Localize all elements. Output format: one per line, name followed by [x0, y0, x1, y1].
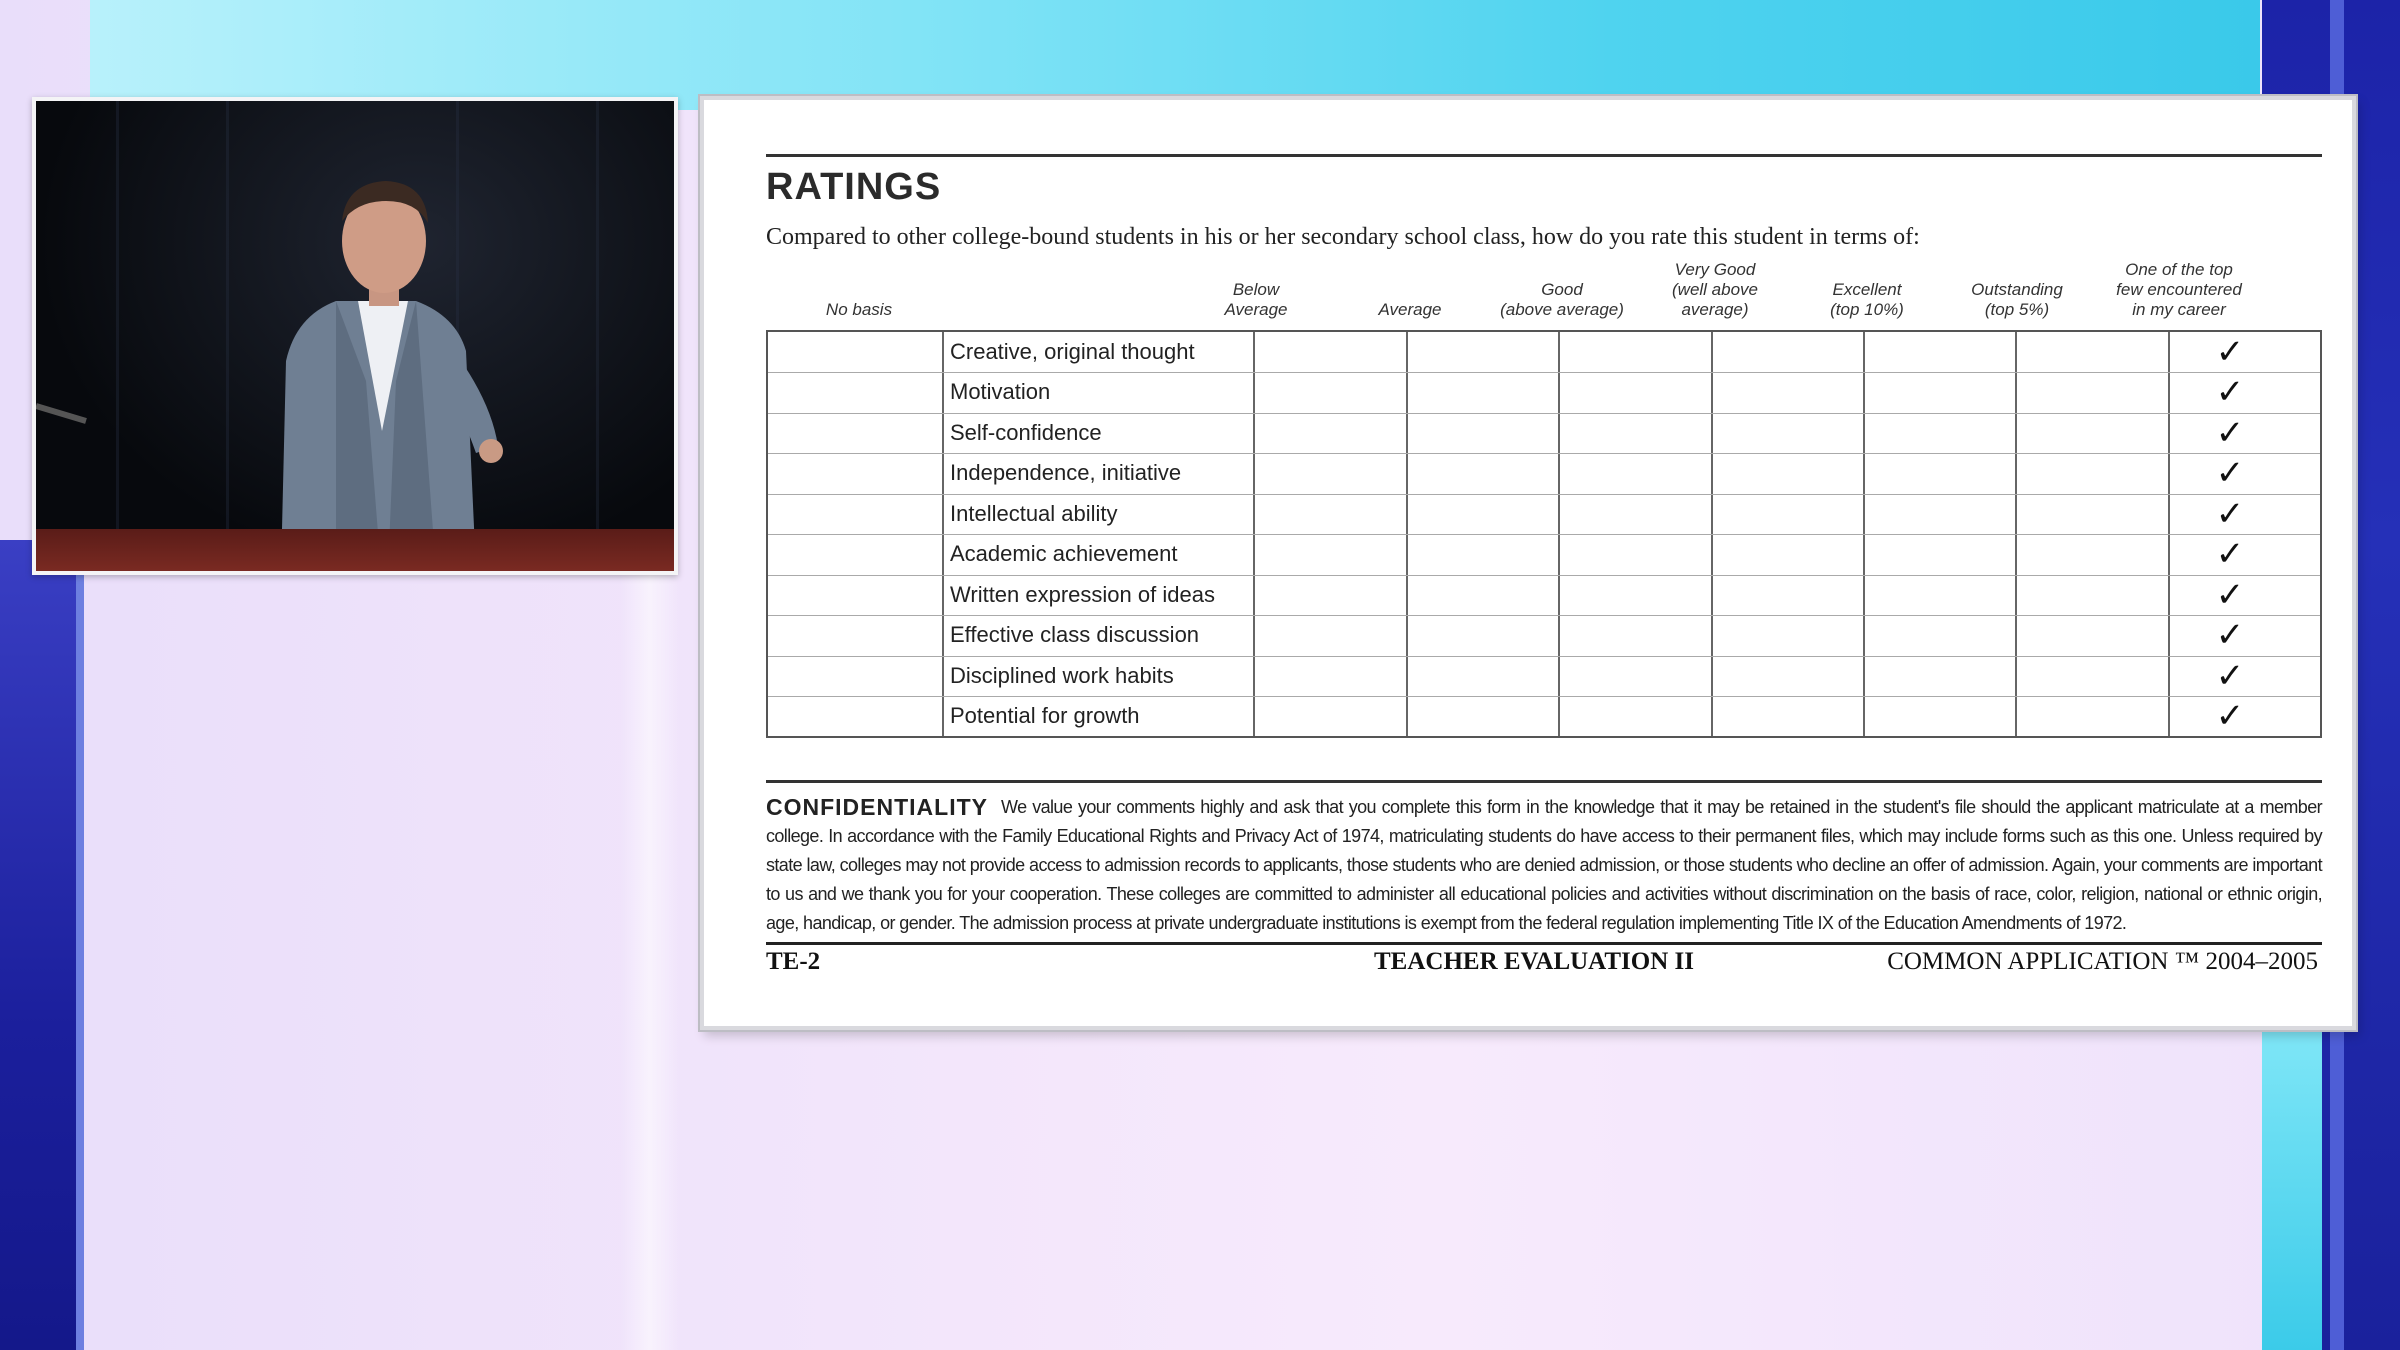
ratings-title: RATINGS	[766, 166, 942, 208]
col-header-top-few: One of the top few encountered in my career	[2116, 260, 2242, 319]
col-header-excellent: Excellent (top 10%)	[1830, 280, 1904, 319]
row-label-independence: Independence, initiative	[950, 460, 1182, 485]
stage-banner-cyan	[90, 0, 2260, 110]
speaker-video-frame	[36, 101, 674, 571]
speaker-video	[32, 97, 678, 575]
check-mark: ✓	[2215, 333, 2245, 371]
row-label-growth: Potential for growth	[950, 703, 1140, 728]
confidentiality-text: We value your comments highly and ask that you complete this form in the knowledge that it may be retained in the student's file should the applicant matriculate at a member college. In accordance with the Family Educational Rights and Privacy Act of 1974, matriculating students do have access to their permanent files, which may include forms such as this one. Unless required by state law, colleges may not provide access to admission records to applicants, those students who are denied admission, or those students who decline an offer of admission. Again, your comments are important to us and we thank you for your cooperation. These colleges are committed to administer all educational policies and activities without discrimination on the basis of race, color, religion, national or ethnic origin, age, handicap, or gender. The admission process at private undergraduate institutions is exempt from the federal regulation implementing Title IX of the Education Amendments of 1972.	[766, 797, 2322, 933]
col-header-below-average: Below Average	[1224, 280, 1288, 319]
footer-form-code: TE-2	[766, 948, 821, 975]
divider	[766, 154, 2322, 157]
row-label-written: Written expression of ideas	[950, 582, 1215, 607]
ratings-question: Compared to other college-bound students in his or her secondary school class, how do you rate this student in terms of:	[766, 224, 1920, 250]
check-mark: ✓	[2215, 373, 2245, 411]
check-mark: ✓	[2215, 657, 2245, 695]
check-mark: ✓	[2215, 495, 2245, 533]
check-mark: ✓	[2215, 414, 2245, 452]
speaker-figure	[36, 101, 674, 571]
check-mark: ✓	[2215, 535, 2245, 573]
stage-stripe-left	[76, 540, 84, 1350]
col-header-very-good: Very Good (well above average)	[1672, 260, 1758, 319]
row-label-work-habits: Disciplined work habits	[950, 663, 1174, 688]
row-label-self-confidence: Self-confidence	[950, 420, 1102, 445]
check-mark: ✓	[2215, 454, 2245, 492]
col-header-outstanding: Outstanding (top 5%)	[1971, 280, 2063, 319]
col-header-good: Good (above average)	[1500, 280, 1624, 319]
col-header-average: Average	[1378, 300, 1442, 319]
stage-floor	[36, 529, 674, 571]
check-mark: ✓	[2215, 576, 2245, 614]
row-label-discussion: Effective class discussion	[950, 622, 1200, 647]
footer-form-title: TEACHER EVALUATION II	[1374, 948, 1694, 975]
row-label-intellectual: Intellectual ability	[950, 501, 1118, 526]
row-label-motivation: Motivation	[950, 379, 1051, 404]
row-label-creative: Creative, original thought	[950, 339, 1195, 364]
col-header-no-basis: No basis	[825, 300, 893, 319]
divider	[766, 780, 2322, 783]
check-mark: ✓	[2215, 616, 2245, 654]
footer-application: COMMON APPLICATION ™ 2004–2005	[1887, 948, 2318, 975]
stage-panel-left	[0, 540, 80, 1350]
check-mark: ✓	[2215, 697, 2245, 735]
confidentiality-title: CONFIDENTIALITY	[766, 794, 988, 820]
row-label-academic: Academic achievement	[950, 541, 1178, 566]
divider	[766, 942, 2322, 945]
ratings-grid	[766, 330, 2322, 738]
stage-accent-right	[2262, 1030, 2322, 1350]
stage-light-glow	[620, 560, 680, 1350]
teacher-evaluation-document	[700, 96, 2356, 1030]
